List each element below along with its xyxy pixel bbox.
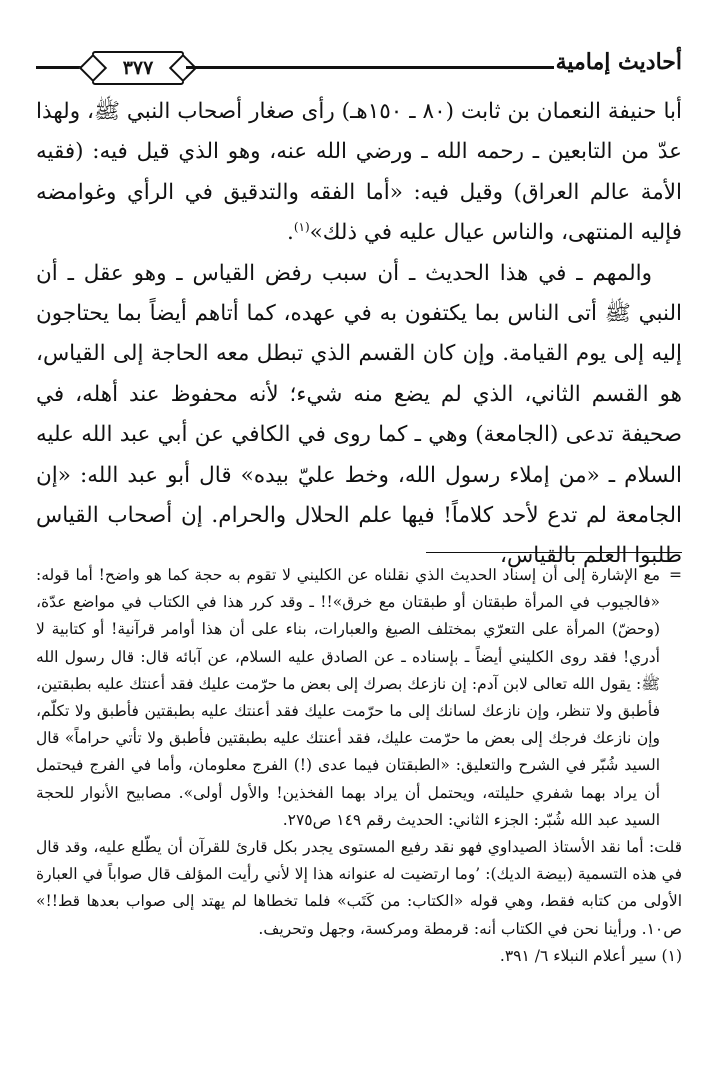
running-title: أحاديث إمامية — [555, 49, 682, 75]
main-paragraph — [36, 254, 682, 577]
footnote-continuation-text: مع الإشارة إلى أن إسناد الحديث الذي نقلناه عن الكليني لا تقوم به حجة كما هو واضح! أما قوله: «فالجيوب في المرأة طبقتان أو طبقتان مع خرق»!! ـ وقد كرر هذا في الكتاب في مواضع عدّة، (وحضّ) المرأة على التعرّي بمختلف الصيغ والعبارات، بناء على أن هذا أوامر قرآنية! أو كتابية لا أدري! فقد روى الكليني أيضاً ـ بإسناده ـ عن الصادق عليه السلام، عن آبائه قال: قال رسول الله ﷺ: يقول الله تعالى لابن آدم: إن نازعك بصرك إلى بعض ما حرّمت عليك فقد أعنتك عليه بطبقتين، فأطبق ولا تنظر، وإن نازعك لسانك إلى ما حرّمت عليك فقد أعنتك عليه بطبقتين فأطبق ولا تكلّم، وإن نازعك فرجك إلى بعض ما حرّمت عليك، فقد أعنتك عليه بطبقتين فأطبق ولا تأتي حراماً» قال السيد شُبّر في الشرح والتعليق: «الطبقتان فيما عدى (!) الفرج معلومان، وأما في الفرج فيحتمل أن يراد بهما شفري حليلته، ويحتمل أن يراد بهما الفخذين! والأول أولى». مصابيح الأنوار للحجة السيد عبد الله شُبّر: الجزء الثاني: الحديث رقم ١٤٩ ص٢٧٥. — [36, 566, 660, 829]
continuation-marker: = — [669, 566, 682, 584]
page-header — [36, 48, 682, 88]
header-rule — [186, 66, 554, 69]
main-paragraph-text: أبا حنيفة النعمان بن ثابت (٨٠ ـ ١٥٠هـ) رأى صغار أصحاب النبي ﷺ، ولهذا عدّ من التابعين ـ رحمه الله ـ ورضي الله عنه، وهو الذي قيل فيه: (فقيه الأمة عالم العراق) وقيل فيه: «أما الفقه والتدقيق في الرأي وغوامضه فإليه المنتهى، والناس عيال عليه في ذلك» — [36, 99, 683, 246]
footnote-paragraph — [36, 834, 682, 943]
footnote-reference: (١) — [293, 220, 310, 235]
footnote-continuation — [36, 562, 682, 834]
footnotes — [36, 562, 682, 970]
main-paragraph-text: والمهم ـ في هذا الحديث ـ أن سبب رفض القياس ـ وهو عقل ـ أن النبي ﷺ أتى الناس بما يكتفون به في عهده، كما أتاهم أيضاً بما يحتاجون إليه إلى يوم القيامة. وإن كان القسم الذي تبطل معه الحاجة إلى القياس، هو القسم الثاني، الذي لم يضع منه شيء؛ لأنه محفوظ عند أهله، في صحيفة تدعى (الجامعة) وهي ـ كما روى في الكافي عن أبي عبد الله عليه السلام ـ «من إملاء رسول الله، وخط عليّ بيده» قال أبو عبد الله: «إن الجامعة لم تدع لأحد كلاماً! فيها علم الحلال والحرام. إن أصحاب القياس طلبوا العلم بالقياس، — [36, 260, 682, 569]
main-text — [36, 92, 682, 577]
footnote-marker: (١) — [661, 946, 682, 965]
footnote-separator — [426, 552, 682, 553]
footnote-item — [36, 943, 682, 970]
footnote-text: سير أعلام النبلاء ٦/ ٣٩١. — [499, 946, 657, 965]
page-number-frame — [92, 51, 184, 85]
footnote-paragraph-text: قلت: أما نقد الأستاذ الصيداوي فهو نقد رفيع المستوى يجدر بكل قارئ للقرآن أن يطّلع عليه، وقد قال في هذه التسمية (بيضة الديك): ’وما ارتضيت له عنوانه هذا إلا لأني رأيت المؤلف قال صواباً في العبارة الأولى من كتابه فقط، وهي قوله «الكتاب: من كَتَب» فلما تخطاها لم يهتد إلى صواب بعدها قط!!» ص١٠. ورأينا نحن في الكتاب أنه: قرمطة ومركسة، وجهل وتحريف. — [36, 838, 682, 938]
main-paragraph: أبا حنيفة النعمان بن ثابت (٨٠ ـ ١٥٠هـ) رأى صغار أصحاب النبي ﷺ، ولهذا عدّ من التابعين ـ رحمه الله ـ ورضي الله عنه، وهو الذي قيل فيه: (فقيه الأمة عالم العراق) وقيل فيه: «أما الفقه والتدقيق في الرأي وغوامضه فإليه المنتهى، والناس عيال عليه في ذلك»$^{(١)}$. — [36, 99, 683, 246]
page-number: ٣٧٧ — [122, 57, 154, 79]
